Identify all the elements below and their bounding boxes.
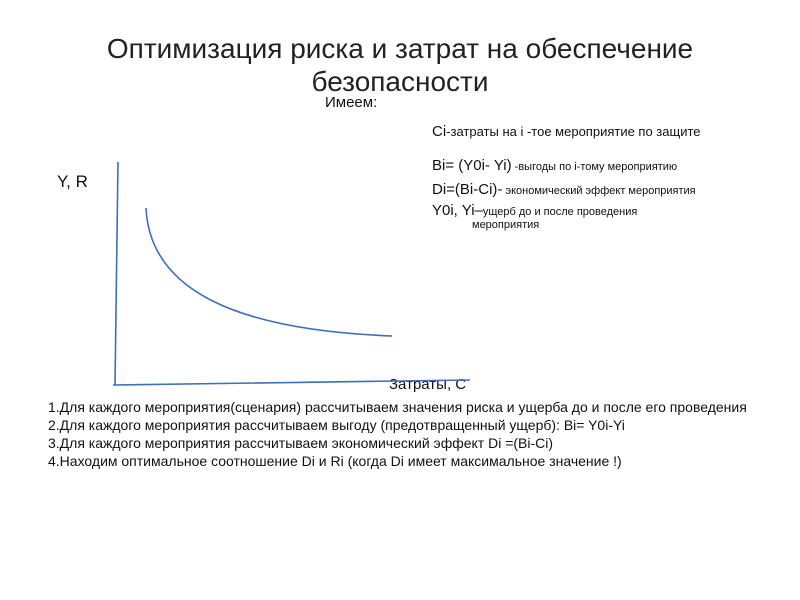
step-item: 2.Для каждого мероприятия рассчитываем выгоду (предотвращенный ущерб): Bi= Y0i-Yi — [48, 417, 625, 433]
slide-title-line-2: безопасности — [311, 66, 489, 97]
cost-text: -затраты на i -тое мероприятие по защите — [446, 124, 701, 139]
x-axis-line — [113, 380, 470, 385]
y-axis-line — [115, 162, 118, 385]
damage-text-cont: мероприятия — [472, 219, 540, 231]
benefit-symbol: Bi= (Y0i- Yi) — [432, 157, 512, 174]
step-item: 3.Для каждого мероприятия рассчитываем экономический эффект Di =(Bi-Ci) — [48, 435, 554, 451]
effect-symbol: Di=(Bi-Ci)- — [432, 181, 503, 198]
damage-symbol: Y0i, Yi– — [432, 202, 483, 219]
step-item: 4.Находим оптимальное соотношение Di и Ri (когда Di имеет максимальное значение !) — [48, 453, 622, 469]
y-axis-label: Y, R — [57, 172, 88, 191]
step-item: 1.Для каждого мероприятия(сценария) рассчитываем значения риска и ущерба до и после его проведения — [48, 399, 747, 415]
x-axis-label: Затраты, C — [389, 376, 467, 393]
damage-text: ущерб до и после проведения — [482, 206, 638, 218]
cost-symbol: Ci — [432, 123, 447, 140]
benefit-text: -выгоды по i-тому мероприятию — [511, 161, 678, 173]
slide-title-line-1: Оптимизация риска и затрат на обеспечение — [106, 33, 694, 64]
effect-text: экономический эффект мероприятия — [502, 185, 696, 197]
steps-list — [48, 398, 768, 470]
risk-curve — [146, 208, 392, 336]
givens-header: Имеем: — [325, 94, 378, 111]
